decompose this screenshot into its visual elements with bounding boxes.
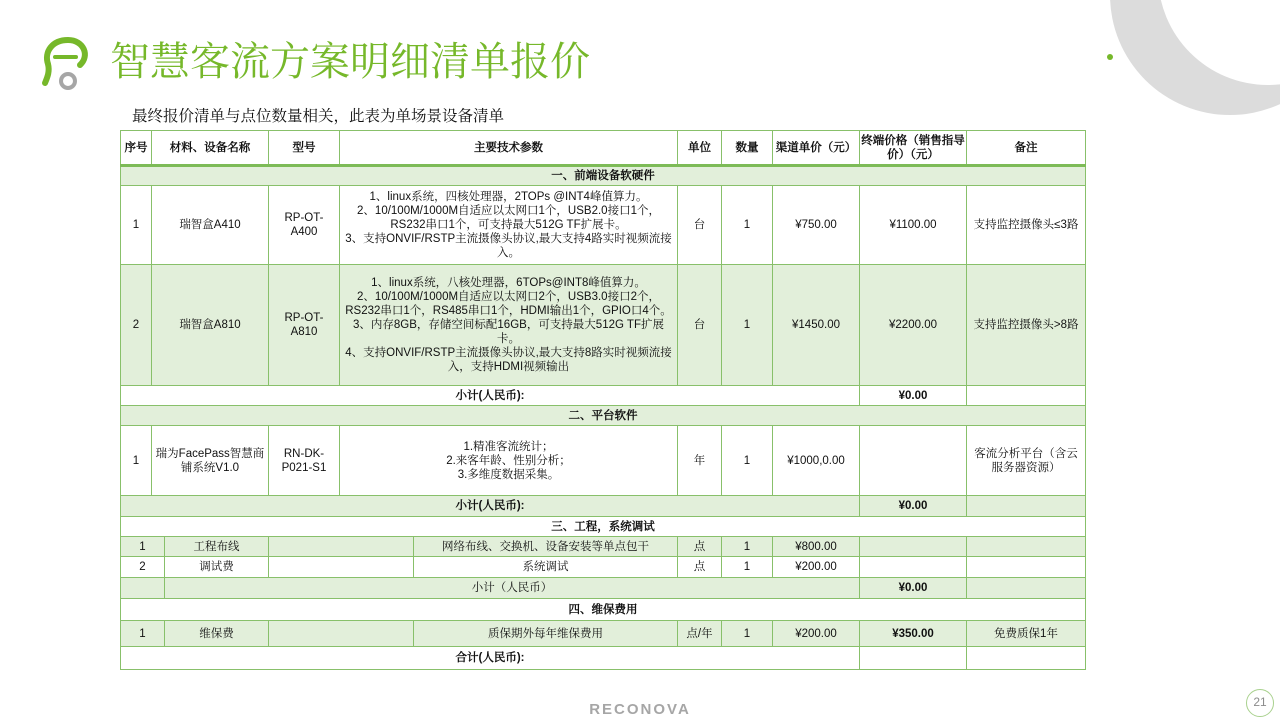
cell-serial: 1 <box>121 186 152 265</box>
subtotal-value: ¥0.00 <box>860 496 967 517</box>
cell-item-name: 调试费 <box>165 557 269 578</box>
cell-model: RN-DK-P021-S1 <box>269 426 340 496</box>
cell-unit: 台 <box>678 265 722 386</box>
cell-remark: 支持监控摄像头≤3路 <box>967 186 1086 265</box>
cell-remark: 支持监控摄像头>8路 <box>967 265 1086 386</box>
cell-model: RP-OT-A400 <box>269 186 340 265</box>
cell-model: RP-OT-A810 <box>269 265 340 386</box>
cell-serial: 1 <box>121 537 165 557</box>
subtotal-label: 小计(人民币): <box>121 496 860 517</box>
cell-terminal-price: ¥350.00 <box>860 621 967 647</box>
header-unit: 单位 <box>678 131 722 166</box>
cell-model <box>269 557 414 578</box>
cell-item-name: 瑞智盒A810 <box>152 265 269 386</box>
cell-channel-price: ¥200.00 <box>773 621 860 647</box>
total-value <box>860 647 967 670</box>
cell-terminal-price: ¥2200.00 <box>860 265 967 386</box>
table-header-row <box>121 131 1086 166</box>
spec-line: 1、linux系统，八核处理器，6TOPs@INT8峰值算力。 <box>371 277 646 289</box>
cell-empty <box>967 647 1086 670</box>
table-row <box>121 557 1086 578</box>
subtotal-value: ¥0.00 <box>860 578 967 599</box>
cell-terminal-price <box>860 426 967 496</box>
cell-item-name: 瑞智盒A410 <box>152 186 269 265</box>
cell-quantity: 1 <box>722 186 773 265</box>
cell-terminal-price: ¥1100.00 <box>860 186 967 265</box>
brand-logo-icon <box>40 36 96 92</box>
cell-channel-price: ¥1450.00 <box>773 265 860 386</box>
cell-model <box>269 537 414 557</box>
cell-specs <box>340 186 678 265</box>
spec-line: 4、支持ONVIF/RSTP主流摄像头协议,最大支持8路实时视频流接入，支持HDMI视频输出 <box>345 347 672 373</box>
header-specs: 主要技术参数 <box>340 131 678 166</box>
header-terminal-price: 终端价格（销售指导价）（元） <box>860 131 967 166</box>
spec-line: 1、linux系统，四核处理器，2TOPs @INT4峰值算力。 <box>369 191 648 203</box>
subtotal-label: 小计(人民币): <box>121 386 860 406</box>
table-row <box>121 186 1086 265</box>
spec-line: 1.精准客流统计； <box>463 440 554 453</box>
page-number: 21 <box>1246 689 1274 717</box>
subtotal-row <box>121 496 1086 517</box>
cell-quantity: 1 <box>722 265 773 386</box>
cell-unit: 台 <box>678 186 722 265</box>
table-row <box>121 621 1086 647</box>
header-model: 型号 <box>269 131 340 166</box>
section-row <box>121 406 1086 426</box>
cell-specs <box>340 426 678 496</box>
cell-specs <box>340 265 678 386</box>
cell-unit: 点/年 <box>678 621 722 647</box>
cell-item-name: 工程布线 <box>165 537 269 557</box>
page-title: 智慧客流方案明细清单报价 <box>110 40 590 84</box>
cell-remark: 免费质保1年 <box>967 621 1086 647</box>
section-row <box>121 517 1086 537</box>
section-title: 三、工程，系统调试 <box>121 517 1086 537</box>
cell-quantity: 1 <box>722 426 773 496</box>
cell-remark <box>967 557 1086 578</box>
page-subtitle: 最终报价清单与点位数量相关，此表为单场景设备清单 <box>132 108 505 125</box>
section-row <box>121 166 1086 186</box>
section-title: 二、平台软件 <box>121 406 1086 426</box>
cell-item-name: 维保费 <box>165 621 269 647</box>
cell-remark <box>967 537 1086 557</box>
section-title: 一、前端设备软硬件 <box>121 166 1086 186</box>
cell-unit: 点 <box>678 537 722 557</box>
cell-quantity: 1 <box>722 621 773 647</box>
spec-line: 3、内存8GB，存储空间标配16GB，可支持最大512G TF扩展卡。 <box>353 319 664 345</box>
cell-quantity: 1 <box>722 557 773 578</box>
table-row <box>121 265 1086 386</box>
cell-channel-price: ¥200.00 <box>773 557 860 578</box>
subtotal-row <box>121 386 1086 406</box>
cell-specs: 网络布线、交换机、设备安装等单点包干 <box>414 537 678 557</box>
cell-serial: 2 <box>121 265 152 386</box>
cell-serial: 2 <box>121 557 165 578</box>
header-quantity: 数量 <box>722 131 773 166</box>
cell-quantity: 1 <box>722 537 773 557</box>
cell-terminal-price <box>860 537 967 557</box>
cell-serial: 1 <box>121 621 165 647</box>
cell-model <box>269 621 414 647</box>
cell-empty <box>967 386 1086 406</box>
table-row <box>121 426 1086 496</box>
header-item-name: 材料、设备名称 <box>152 131 269 166</box>
subtotal-label: 小计（人民币） <box>165 578 860 599</box>
header-remark: 备注 <box>967 131 1086 166</box>
spec-line: 3、支持ONVIF/RSTP主流摄像头协议,最大支持4路实时视频流接入。 <box>345 233 672 259</box>
subtotal-row <box>121 578 1086 599</box>
table-row <box>121 537 1086 557</box>
subtotal-value: ¥0.00 <box>860 386 967 406</box>
cell-empty <box>967 578 1086 599</box>
header-channel-price: 渠道单价（元） <box>773 131 860 166</box>
cell-unit: 点 <box>678 557 722 578</box>
cell-unit: 年 <box>678 426 722 496</box>
cell-item-name: 瑞为FacePass智慧商铺系统V1.0 <box>152 426 269 496</box>
spec-line: 2、10/100M/1000M自适应以太网口1个，USB2.0接口1个，RS232串口1个，可支持最大512G TF扩展卡。 <box>357 205 660 231</box>
total-label: 合计(人民币): <box>121 647 860 670</box>
decorative-dot <box>1107 54 1113 60</box>
section-row <box>121 599 1086 621</box>
cell-terminal-price <box>860 557 967 578</box>
spec-line: 2、10/100M/1000M自适应以太网口2个，USB3.0接口2个，RS232串口1个，RS485串口1个，HDMI输出1个，GPIO口4个。 <box>345 291 672 317</box>
cell-specs: 系统调试 <box>414 557 678 578</box>
cell-serial: 1 <box>121 426 152 496</box>
section-title: 四、维保费用 <box>121 599 1086 621</box>
cell-channel-price: ¥800.00 <box>773 537 860 557</box>
total-row <box>121 647 1086 670</box>
decorative-ring-icon <box>1090 0 1280 130</box>
cell-channel-price: ¥750.00 <box>773 186 860 265</box>
quote-table <box>120 130 1086 670</box>
cell-channel-price: ¥1000,0.00 <box>773 426 860 496</box>
spec-line: 3.多维度数据采集。 <box>457 468 560 481</box>
footer-brand-logo: RECONOVA <box>589 701 691 718</box>
cell-empty <box>967 496 1086 517</box>
header-serial: 序号 <box>121 131 152 166</box>
cell-specs: 质保期外每年维保费用 <box>414 621 678 647</box>
cell-empty <box>121 578 165 599</box>
spec-line: 2.来客年龄、性别分析； <box>446 454 571 467</box>
cell-remark: 客流分析平台（含云服务器资源） <box>967 426 1086 496</box>
